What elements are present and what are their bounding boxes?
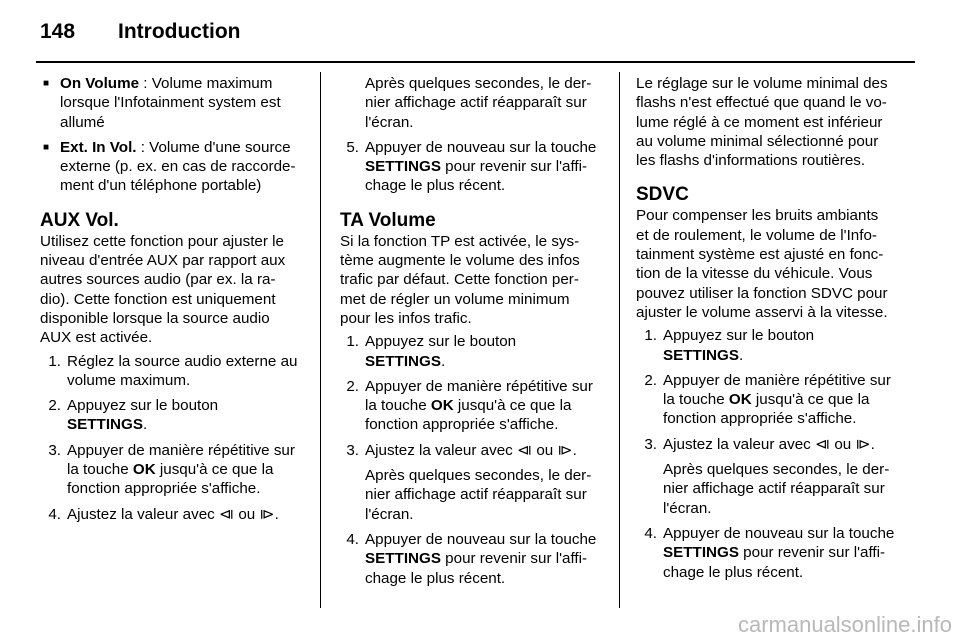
section-heading-sdvc: SDVC [636,184,689,206]
list-item: 1. Réglez la source audio externe au volume maximum. [48,352,298,389]
header-rule [36,61,915,63]
section-heading-ta-volume: TA Volume [340,209,436,231]
list-item: 3. Ajustez la valeur avec ⧏ ou ⧐. [644,435,875,453]
column-divider [619,72,620,608]
paragraph-continued: Après quelques secondes, le der- nier affichage actif réapparaît sur l'écran. [365,75,592,131]
section-heading-aux-vol: AUX Vol. [40,209,119,231]
paragraph-ta-intro: Si la fonction TP est activée, le sys- tème augmente le volume des infos trafic par défaut. Cette fonction per- met de régler un volume minimum pour les infos trafic. [340,232,580,327]
column-divider [320,72,321,608]
paragraph-aux-intro: Utilisez cette fonction pour ajuster le niveau d'entrée AUX par rapport aux autres sources audio (par ex. la ra- dio). Cette fonction est uniquement disponible lorsque la source audio AUX est activée. [40,232,286,347]
list-item: 2. Appuyer de manière répétitive sur la touche OK jusqu'à ce que la fonction appropriée s'affiche. [346,377,593,434]
paragraph-step-note: Après quelques secondes, le der- nier affichage actif réapparaît sur l'écran. [365,467,592,523]
page-title: Introduction [118,20,241,43]
list-item: 3. Appuyer de manière répétitive sur la touche OK jusqu'à ce que la fonction appropriée s'affiche. [48,441,295,498]
list-item: 4. Appuyer de nouveau sur la touche SETTINGS pour revenir sur l'affi- chage le plus récent. [644,524,895,581]
column-1 [40,74,312,524]
watermark[interactable]: carmanualsonline.info [737,612,952,637]
page-number: 148 [40,20,76,43]
list-item: 2. Appuyer de manière répétitive sur la touche OK jusqu'à ce que la fonction appropriée s'affiche. [644,371,891,428]
list-item: 4. Appuyer de nouveau sur la touche SETTINGS pour revenir sur l'affi- chage le plus récent. [346,530,597,587]
column-2 [338,74,610,588]
paragraph-step-note: Après quelques secondes, le der- nier affichage actif réapparaît sur l'écran. [663,461,890,517]
list-item: 2. Appuyez sur le bouton SETTINGS. [48,397,219,434]
column-3 [636,74,916,582]
list-item: 1. Appuyez sur le bouton SETTINGS. [346,333,517,370]
list-item: 1. Appuyez sur le bouton SETTINGS. [644,327,815,364]
paragraph-sdvc-intro: Pour compenser les bruits ambiants et de roulement, le volume de l'Info- tainment système est ajusté en fonc- tion de la vitesse du véhicule. Vous pouvez utiliser la fonction SDVC pour ajuster le volume asservi à la vitesse. [636,207,888,321]
bullet-on-volume: ■ On Volume : Volume maximum lorsque l'Infotainment system est allumé [40,74,312,132]
list-item: 5. Appuyer de nouveau sur la touche SETTINGS pour revenir sur l'affi- chage le plus récent. [346,138,597,195]
bullet-ext-in-vol: ■ Ext. In Vol. : Volume d'une source externe (p. ex. en cas de raccorde- ment d'un téléphone portable) [40,138,312,196]
list-item: 4. Ajustez la valeur avec ⧏ ou ⧐. [48,505,279,523]
page-header [36,18,916,58]
list-item: 3. Ajustez la valeur avec ⧏ ou ⧐. [346,441,577,459]
paragraph-ta-note: Le réglage sur le volume minimal des flashs n'est effectué que quand le vo- lume réglé à ce moment est inférieur au volume minimal sélectionné pour les flashs d'informations routières. [636,75,888,170]
